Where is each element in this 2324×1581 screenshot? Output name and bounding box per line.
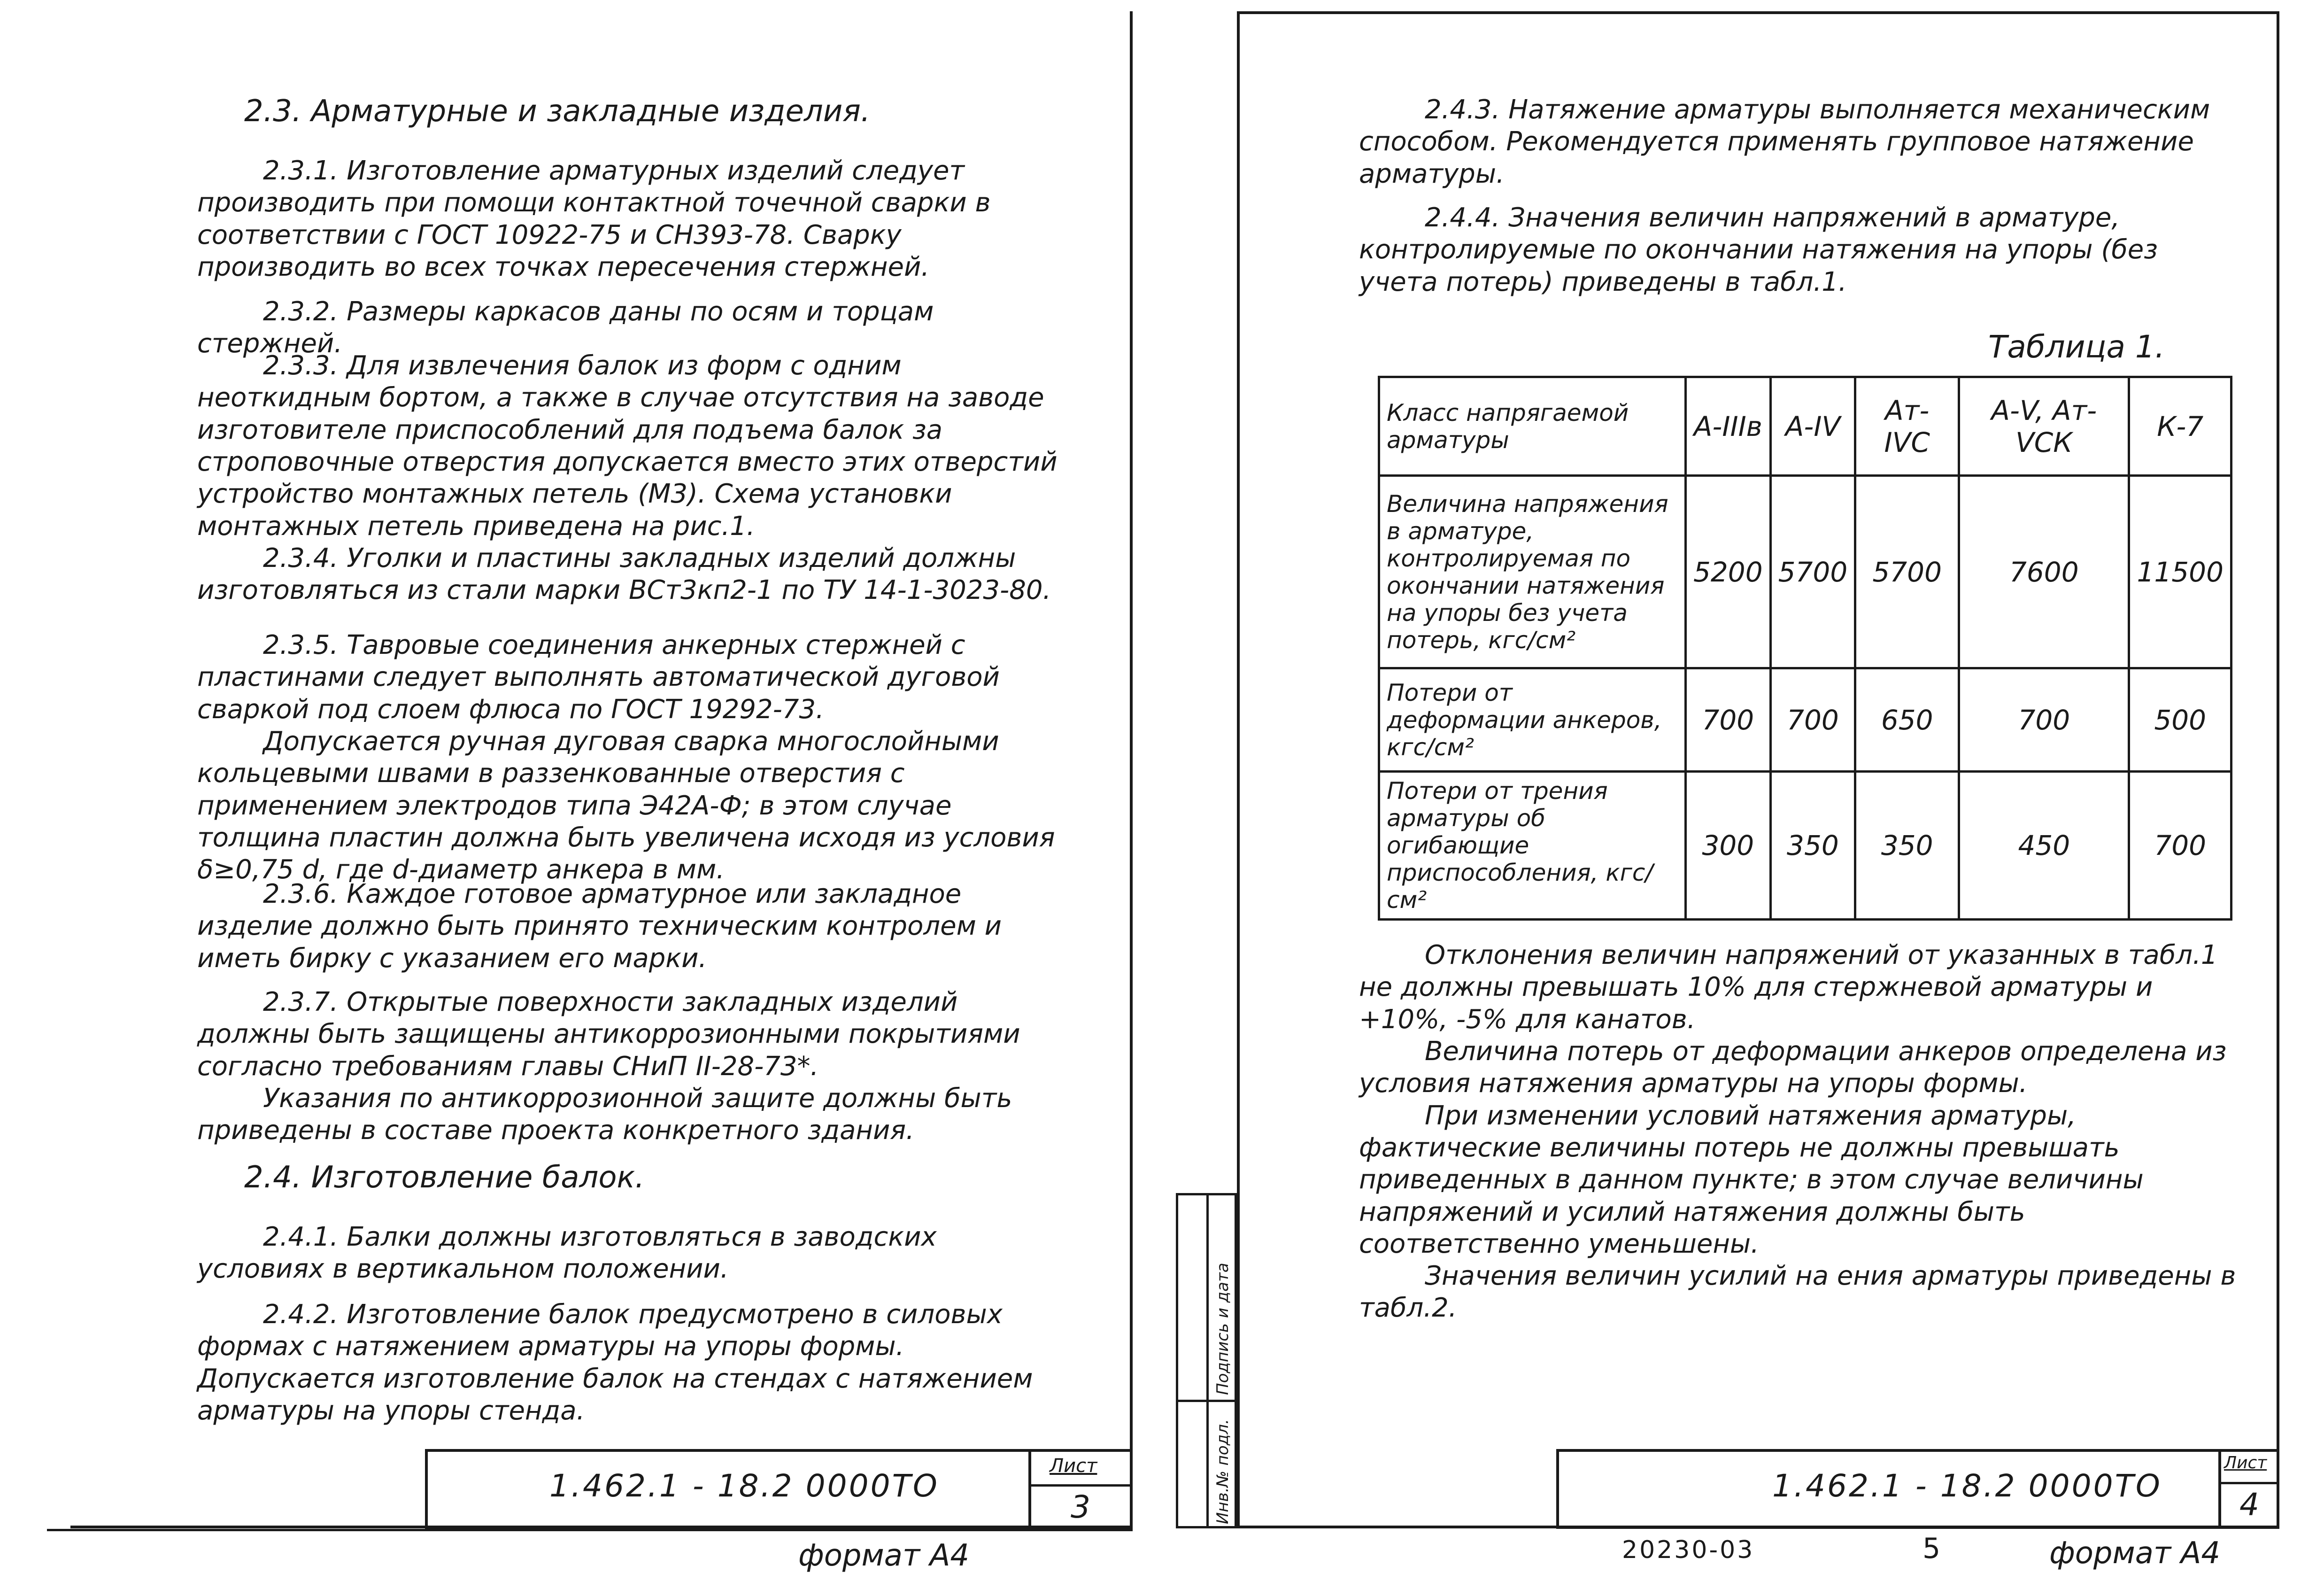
paragraph-2-4-1 (197, 1221, 1061, 1286)
side-strip-inv: Инв.№ подл. (1213, 1419, 1232, 1524)
table-col-header: А-IIIв (1686, 377, 1771, 476)
right-sheet-divider (2218, 1482, 2279, 1484)
text-deviation-2: Величина потерь от деформации анкеров определена из условия натяжения арматуры на упоры формы. (1359, 1036, 2227, 1099)
paragraph-2-4-4 (1359, 202, 2242, 298)
text-2-3-4: 2.3.4. Уголки и пластины закладных изделий должны изготовляться из стали марки ВСт3кп2-1 по ТУ 14-1-3023-80. (197, 543, 1051, 606)
text-2-3-7b: Указания по антикоррозионной защите должны быть приведены в составе проекта конкретного здания. (197, 1083, 1012, 1146)
right-stamp-code: 1.462.1 - 18.2 0000ТО (1772, 1468, 2162, 1504)
table-row (1379, 772, 2231, 920)
table-row-label: Потери от трения арматуры об огибающие приспособления, кгс/см² (1379, 772, 1686, 920)
text-2-3-6: 2.3.6. Каждое готовое арматурное или закладное изделие должно быть принято техническим контролем и иметь бирку с указанием его марки. (197, 879, 1002, 974)
table-cell: 350 (1855, 772, 1959, 920)
right-page-number: 5 (1923, 1532, 1941, 1565)
text-deviation-1: Отклонения величин напряжений от указанных в табл.1 не должны превышать 10% для стержневой арматуры и +10%, -5% для канатов. (1359, 940, 2218, 1035)
text-2-4-2: 2.4.2. Изготовление балок предусмотрено в силовых формах с натяжением арматуры на упоры формы. Допускается изготовление балок на стендах с натяжением арматуры на упоры стенда. (197, 1299, 1033, 1426)
table-cell: 700 (1959, 668, 2129, 772)
text-2-4-3: 2.4.3. Натяжение арматуры выполняется механическим способом. Рекомендуется применять групповое натяжение арматуры. (1359, 94, 2210, 189)
right-sheet-label: Лист (2224, 1453, 2267, 1472)
table-cell: 700 (1770, 668, 1855, 772)
left-sheet-label: Лист (1050, 1455, 1097, 1477)
table-cell: 500 (2129, 668, 2231, 772)
text-2-3-1: 2.3.1. Изготовление арматурных изделий следует производить при помощи контактной точечной сварки в соответствии с ГОСТ 10922-75 и СН393-78. Сварку производить во всех точках пересечения стержней. (197, 155, 991, 282)
table-cell: 650 (1855, 668, 1959, 772)
right-format-label: формат А4 (2049, 1536, 2221, 1571)
left-stamp-code: 1.462.1 - 18.2 0000ТО (549, 1468, 939, 1504)
text-deviation-4: Значения величин усилий на ения арматуры приведены в табл.2. (1359, 1261, 2236, 1324)
section-2-3-title: 2.3. Арматурные и закладные изделия. (244, 94, 871, 129)
table-col-header: А-V, Ат-VСК (1959, 377, 2129, 476)
paragraph-2-3-4 (197, 542, 1061, 607)
text-2-3-7a: 2.3.7. Открытые поверхности закладных изделий должны быть защищены антикоррозионными покрытиями согласно требованиям главы СНиП II-28-73*. (197, 987, 1020, 1082)
table-row (1379, 476, 2231, 668)
table-col-header: Ат-IVС (1855, 377, 1959, 476)
side-strip-divider (1206, 1193, 1209, 1528)
table-col-header: К-7 (2129, 377, 2231, 476)
text-2-4-1: 2.4.1. Балки должны изготовляться в заводских условиях в вертикальном положении. (197, 1222, 937, 1285)
right-page (1162, 0, 2324, 1581)
text-2-3-5a: 2.3.5. Тавровые соединения анкерных стержней с пластинами следует выполнять автоматической дуговой сваркой под слоем флюса по ГОСТ 19292-73. (197, 630, 1000, 725)
right-sheet-number: 4 (2239, 1487, 2259, 1523)
paragraph-2-4-3 (1359, 94, 2242, 190)
table-cell: 5700 (1770, 476, 1855, 668)
text-2-3-3: 2.3.3. Для извлечения балок из форм с одним неоткидным бортом, а также в случае отсутствия на заводе изготовителе приспособлений для подъема балок за строповочные отверстия допускается вместо этих отверстий устройство монтажных петель (М3). Схема установки монтажных петель приведена на рис.1. (197, 350, 1058, 542)
right-bottom-number: 20230-03 (1622, 1536, 1755, 1564)
paragraph-2-4-2 (197, 1299, 1061, 1427)
table-cell: 700 (1686, 668, 1771, 772)
left-format-label: формат А4 (798, 1538, 970, 1573)
paragraph-2-3-7 (197, 986, 1061, 1147)
section-2-4-title: 2.4. Изготовление балок. (244, 1160, 645, 1195)
paragraph-deviations (1359, 939, 2242, 1325)
table-cell: 5200 (1686, 476, 1771, 668)
left-sheet-divider (1028, 1484, 1133, 1487)
paragraph-2-3-5 (197, 629, 1061, 886)
paragraph-2-3-1 (197, 155, 1061, 283)
table-col-header: А-IV (1770, 377, 1855, 476)
paragraph-2-3-3 (197, 350, 1061, 542)
table-cell: 450 (1959, 772, 2129, 920)
text-2-3-5b: Допускается ручная дуговая сварка многослойными кольцевыми швами в раззенкованные отверстия с применением электродов типа Э42А-Ф; в этом случае толщина пластин должна быть увеличена исходя из условия δ≥0,75 d, где d-диаметр анкера в мм. (197, 726, 1055, 885)
left-sheet-number: 3 (1071, 1489, 1090, 1525)
table-cell: 700 (2129, 772, 2231, 920)
paragraph-2-3-6 (197, 878, 1061, 975)
table-cell: 11500 (2129, 476, 2231, 668)
table-row (1379, 668, 2231, 772)
table-row-label: Величина напряжения в арматуре, контролируемая по окончании натяжения на упоры без учета потерь, кгс/см² (1379, 476, 1686, 668)
table-cell: 300 (1686, 772, 1771, 920)
table-header-label: Класс напрягаемой арматуры (1379, 377, 1686, 476)
table-1 (1378, 376, 2232, 921)
table-cell: 350 (1770, 772, 1855, 920)
table-row-label: Потери от деформации анкеров, кгс/см² (1379, 668, 1686, 772)
left-bottom-line (47, 1529, 1133, 1531)
text-2-4-4: 2.4.4. Значения величин напряжений в арматуре, контролируемые по окончании натяжения на упоры (без учета потерь) приведены в табл.1. (1359, 202, 2158, 297)
table-cell: 5700 (1855, 476, 1959, 668)
side-strip-split (1176, 1400, 1237, 1402)
table-header-row (1379, 377, 2231, 476)
text-deviation-3: При изменении условий натяжения арматуры, фактические величины потерь не должны превышать приведенных в данном пункте; в этом случае величины напряжений и усилий натяжения должны быть соответственно уменьшены. (1359, 1100, 2144, 1259)
side-strip-signature: Подпись и дата (1213, 1263, 1232, 1395)
table-1-caption: Таблица 1. (1988, 329, 2165, 365)
text-2-3-2: 2.3.2. Размеры каркасов даны по осям и торцам стержней. (197, 296, 934, 359)
table-cell: 7600 (1959, 476, 2129, 668)
